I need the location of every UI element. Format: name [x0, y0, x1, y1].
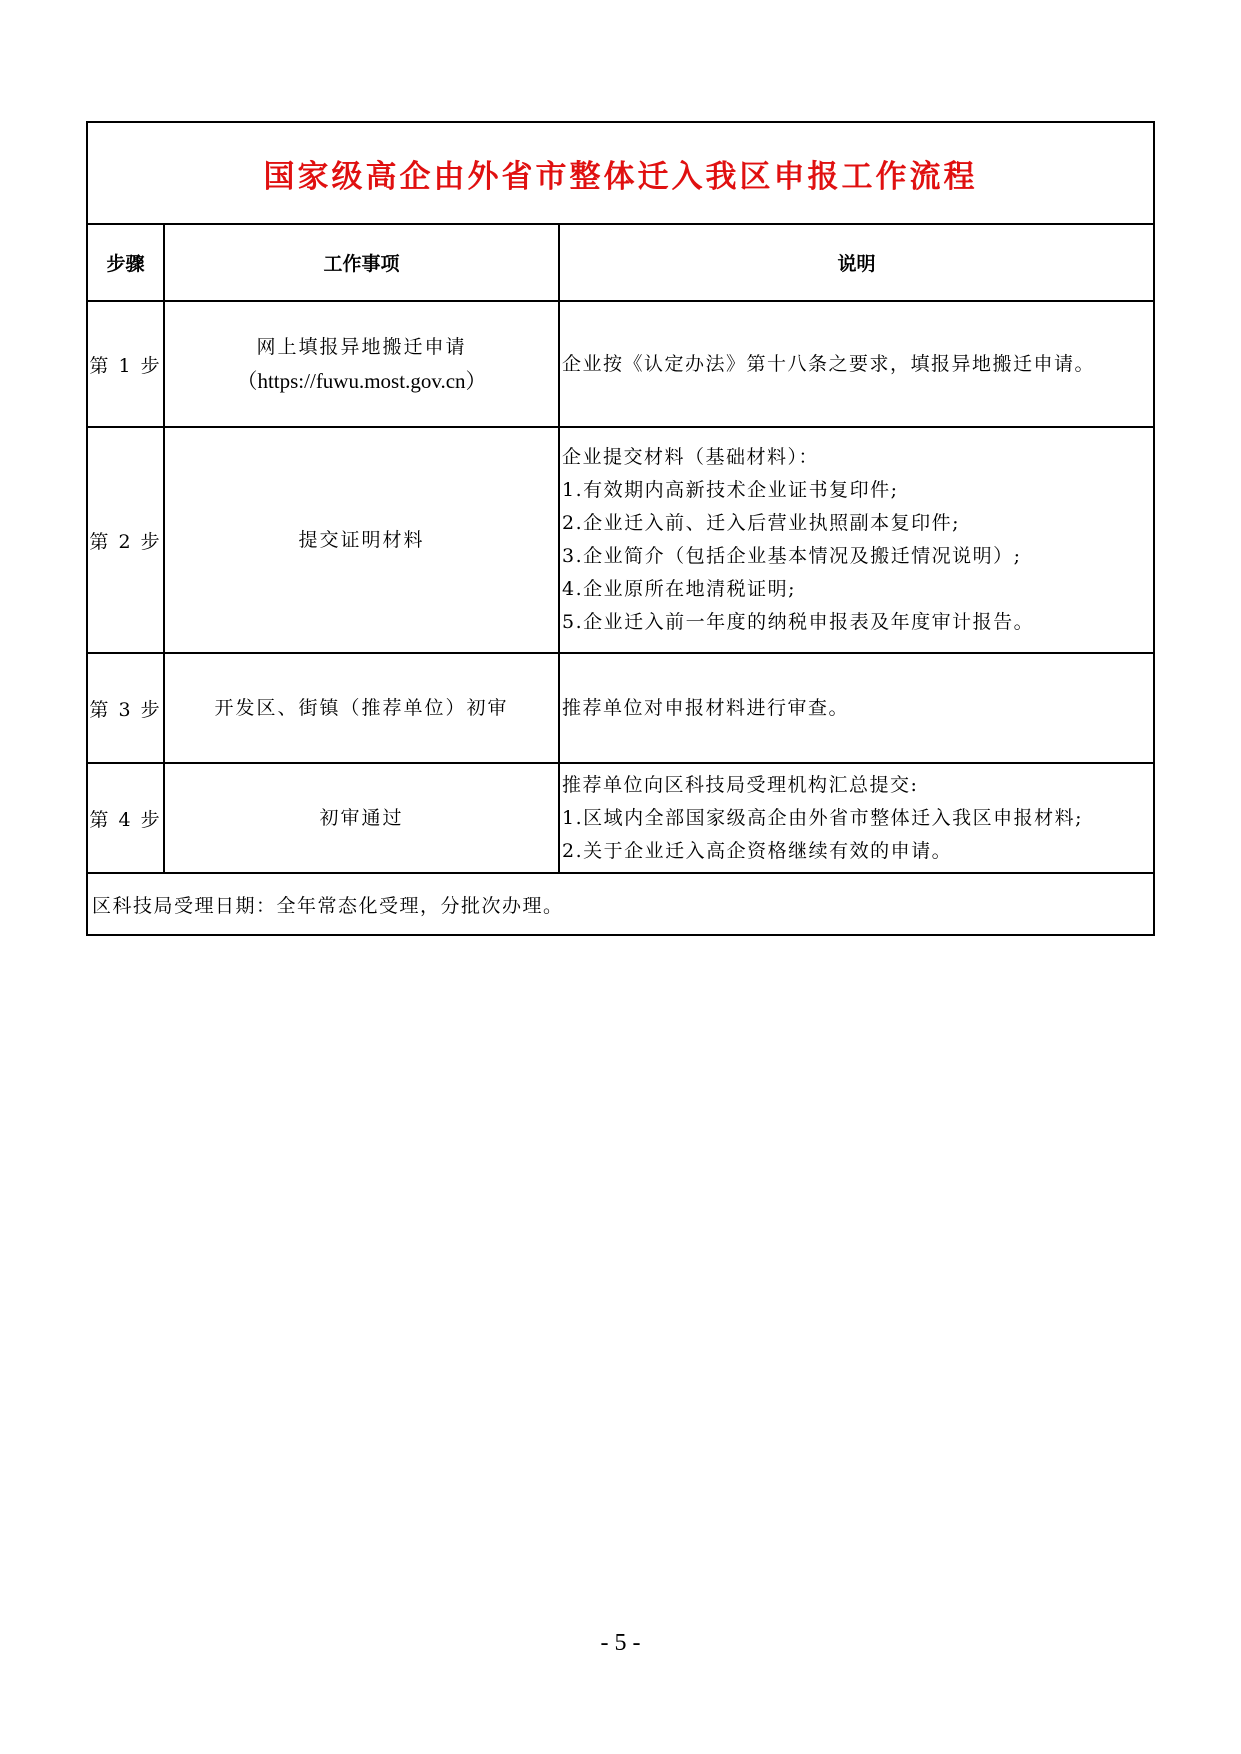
description-line: 2.企业迁入前、迁入后营业执照副本复印件; [562, 512, 961, 534]
work-item [164, 301, 559, 427]
step-label: 第 2 步 [87, 427, 164, 653]
description-line: 企业按《认定办法》第十八条之要求，填报异地搬迁申请。 [562, 352, 1096, 375]
header-step: 步骤 [87, 224, 164, 301]
acceptance-date-note: 区科技局受理日期：全年常态化受理，分批次办理。 [87, 873, 1154, 935]
description-line: 1.有效期内高新技术企业证书复印件; [562, 479, 899, 501]
step-label: 第 3 步 [87, 653, 164, 763]
description-line: 4.企业原所在地清税证明; [562, 578, 797, 600]
description-line: 企业提交材料（基础材料）： [562, 446, 820, 468]
title-row [87, 122, 1154, 224]
description-line: 推荐单位对申报材料进行审查。 [562, 696, 850, 719]
table-row [87, 427, 1154, 653]
step-label: 第 1 步 [87, 301, 164, 427]
footer-row [87, 873, 1154, 935]
description-line: 推荐单位向区科技局受理机构汇总提交: [562, 773, 919, 796]
work-item-line: 初审通过 [319, 807, 404, 829]
description [559, 653, 1154, 763]
work-item-line: 网上填报异地搬迁申请 [256, 336, 467, 358]
work-item [164, 763, 559, 873]
description [559, 763, 1154, 873]
work-item [164, 653, 559, 763]
table-title: 国家级高企由外省市整体迁入我区申报工作流程 [87, 122, 1154, 224]
work-item [164, 427, 559, 653]
description [559, 427, 1154, 653]
description-line: 1.区域内全部国家级高企由外省市整体迁入我区申报材料; [562, 806, 1084, 829]
description-line: 5.企业迁入前一年度的纳税申报表及年度审计报告。 [562, 611, 1035, 633]
work-item-line: 开发区、街镇（推荐单位）初审 [214, 697, 509, 719]
step-label: 第 4 步 [87, 763, 164, 873]
header-row [87, 224, 1154, 301]
header-item: 工作事项 [164, 224, 559, 301]
table-row [87, 301, 1154, 427]
description-line: 2.关于企业迁入高企资格继续有效的申请。 [562, 839, 953, 862]
work-item-line: 提交证明材料 [298, 529, 425, 551]
header-description: 说明 [559, 224, 1154, 301]
work-item-url: （https://fuwu.most.gov.cn） [236, 369, 487, 393]
table-row [87, 653, 1154, 763]
description-line: 3.企业简介（包括企业基本情况及搬迁情况说明）; [562, 545, 1022, 567]
table-row [87, 763, 1154, 873]
description [559, 301, 1154, 427]
workflow-table [86, 121, 1155, 936]
page-number: - 5 - [600, 1630, 641, 1656]
